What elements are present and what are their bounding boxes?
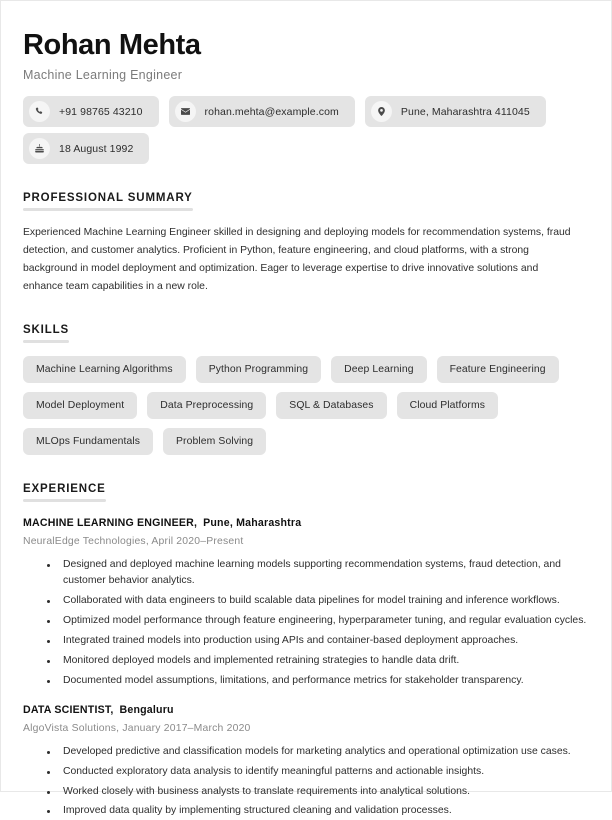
job-bullet-list — [23, 744, 589, 820]
candidate-role: Machine Learning Engineer — [23, 68, 183, 83]
job-bullet: Improved data quality by implementing structured cleaning and validation processes. — [45, 803, 589, 820]
contact-pill-phone — [23, 96, 159, 127]
job-bullet: Optimized model performance through feature engineering, hyperparameter tuning, and regular evaluation cycles. — [45, 613, 589, 630]
section-title-skills: SKILLS — [23, 324, 69, 337]
job-bullet: Designed and deployed machine learning models supporting recommendation systems, fraud detection, and customer behavior analytics. — [45, 557, 589, 591]
birthday-cake-icon — [29, 138, 50, 159]
job-bullet: Conducted exploratory data analysis to identify meaningful patterns and actionable insights. — [45, 764, 589, 781]
section-title-summary: PROFESSIONAL SUMMARY — [23, 192, 193, 205]
job-bullet: Worked closely with business analysts to translate requirements into analytical solutions. — [45, 784, 589, 801]
location-pin-icon — [371, 101, 392, 122]
job-bullet: Monitored deployed models and implemented retraining strategies to handle data drift. — [45, 653, 589, 670]
job-title-line — [23, 703, 589, 719]
section-divider — [23, 340, 69, 343]
experience-entry — [23, 516, 589, 689]
candidate-name: Rohan Mehta — [23, 29, 201, 61]
job-title-line — [23, 516, 589, 532]
skill-tag: Problem Solving — [163, 428, 266, 455]
section-title-experience: EXPERIENCE — [23, 483, 106, 496]
job-bullet-list — [23, 557, 589, 690]
contact-pill-birthdate — [23, 133, 149, 164]
job-bullet: Documented model assumptions, limitations, and performance metrics for stakeholder transparency. — [45, 673, 589, 690]
job-location: Bengaluru — [119, 704, 174, 717]
skill-tag: MLOps Fundamentals — [23, 428, 153, 455]
skill-tag: Machine Learning Algorithms — [23, 356, 186, 383]
section-divider — [23, 499, 106, 502]
summary-body: Experienced Machine Learning Engineer skilled in designing and deploying models for recommendation systems, fraud detection, and customer analytics. Proficient in Python, feature engineering, and cloud platforms, with a strong background in model deployment and optimization. Eager to leverage expertise to drive innovative solutions and enhance team capabilities in a new role. — [23, 227, 571, 293]
job-location: Pune, Maharashtra — [203, 517, 302, 530]
envelope-icon — [175, 101, 196, 122]
job-bullet: Developed predictive and classification models for marketing analytics and operational optimization use cases. — [45, 744, 589, 761]
section-skills — [23, 320, 589, 455]
contact-birthdate-text: 18 August 1992 — [59, 142, 134, 155]
job-company-dates: NeuralEdge Technologies, April 2020–Present — [23, 535, 244, 547]
section-heading-skills — [23, 324, 69, 343]
contact-pill-row-secondary — [23, 133, 589, 164]
skill-tag: Python Programming — [196, 356, 321, 383]
skill-tag: Deep Learning — [331, 356, 426, 383]
skill-tag: SQL & Databases — [276, 392, 386, 419]
experience-entry — [23, 703, 589, 820]
skill-tag: Model Deployment — [23, 392, 137, 419]
section-professional-summary — [23, 188, 589, 296]
job-bullet: Collaborated with data engineers to build scalable data pipelines for model training and inference workflows. — [45, 593, 589, 610]
section-heading-experience — [23, 483, 106, 502]
job-company-dates: AlgoVista Solutions, January 2017–March 2020 — [23, 723, 251, 735]
job-bullet: Integrated trained models into production using APIs and container-based deployment approaches. — [45, 633, 589, 650]
contact-location-text: Pune, Maharashtra 411045 — [400, 105, 530, 118]
contact-phone-text: +91 98765 43210 — [59, 105, 143, 118]
skill-tag: Data Preprocessing — [147, 392, 266, 419]
resume-header — [23, 29, 589, 164]
skill-tag: Cloud Platforms — [397, 392, 498, 419]
contact-pill-email — [169, 96, 355, 127]
job-title: DATA SCIENTIST, — [23, 704, 114, 717]
section-divider — [23, 208, 193, 211]
section-heading-summary — [23, 192, 193, 211]
section-experience — [23, 479, 589, 820]
job-title: MACHINE LEARNING ENGINEER, — [23, 517, 198, 530]
skills-tag-list — [23, 356, 575, 455]
contact-email-text: rohan.mehta@example.com — [204, 105, 339, 118]
skill-tag: Feature Engineering — [437, 356, 559, 383]
contact-pill-location — [365, 96, 546, 127]
phone-icon — [29, 101, 50, 122]
contact-pill-row — [23, 96, 589, 127]
